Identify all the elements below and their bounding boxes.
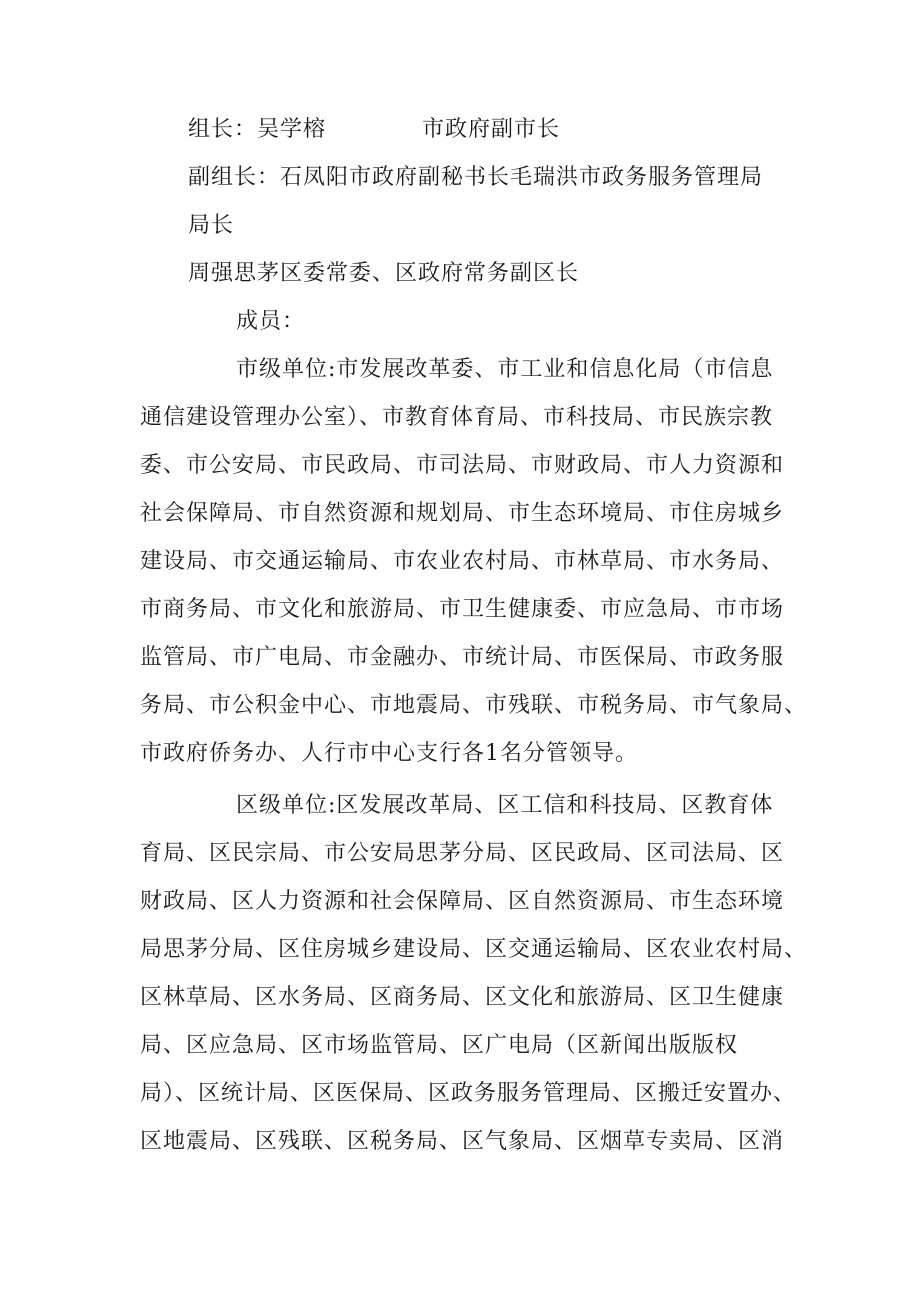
city-units-line: 市级单位:市发展改革委、市工业和信息化局（市信息 xyxy=(236,357,774,382)
district-units-line: 区级单位:区发展改革局、区工信和科技局、区教育体 xyxy=(236,793,774,818)
members-label: 成员： xyxy=(236,309,306,334)
district-units-line: 区地震局、区残联、区税务局、区气象局、区烟草专卖局、区消 xyxy=(140,1129,785,1154)
city-units-line: 委、市公安局、市民政局、市司法局、市财政局、市人力资源和 xyxy=(140,453,785,478)
district-units-line: 财政局、区人力资源和社会保障局、区自然资源局、市生态环境 xyxy=(140,889,785,914)
leader-label: 组长：吴学榕 xyxy=(188,117,327,142)
leader-line xyxy=(188,115,560,145)
city-units-line: 务局、市公积金中心、市地震局、市残联、市税务局、市气象局、 xyxy=(140,693,808,718)
leader-title: 市政府副市长 xyxy=(422,117,561,142)
district-units-line: 区林草局、区水务局、区商务局、区文化和旅游局、区卫生健康 xyxy=(140,985,785,1010)
city-units-line: 通信建设管理办公室）、市教育体育局、市科技局、市民族宗教 xyxy=(140,405,774,430)
city-units-line: 市商务局、市文化和旅游局、市卫生健康委、市应急局、市市场 xyxy=(140,597,785,622)
deputy-line-3: 周强思茅区委常委、区政府常务副区长 xyxy=(188,261,580,286)
district-units-line: 局思茅分局、区住房城乡建设局、区交通运输局、区农业农村局、 xyxy=(140,937,808,962)
city-units-line: 社会保障局、市自然资源和规划局、市生态环境局、市住房城乡 xyxy=(140,501,785,526)
deputy-line-2: 局长 xyxy=(188,213,235,238)
district-units-line: 局）、区统计局、区医保局、区政务服务管理局、区搬迁安置办、 xyxy=(140,1081,797,1106)
district-units-line: 育局、区民宗局、市公安局思茅分局、区民政局、区司法局、区 xyxy=(140,841,785,866)
city-units-line: 市政府侨务办、人行市中心支行各1名分管领导。 xyxy=(140,741,638,766)
district-units-line: 局、区应急局、区市场监管局、区广电局（区新闻出版版权 xyxy=(140,1033,739,1058)
city-units-line: 监管局、市广电局、市金融办、市统计局、市医保局、市政务服 xyxy=(140,645,785,670)
deputy-line-1: 副组长：石凤阳市政府副秘书长毛瑞洪市政务服务管理局 xyxy=(188,165,764,190)
city-units-line: 建设局、市交通运输局、市农业农村局、市林草局、市水务局、 xyxy=(140,549,785,574)
